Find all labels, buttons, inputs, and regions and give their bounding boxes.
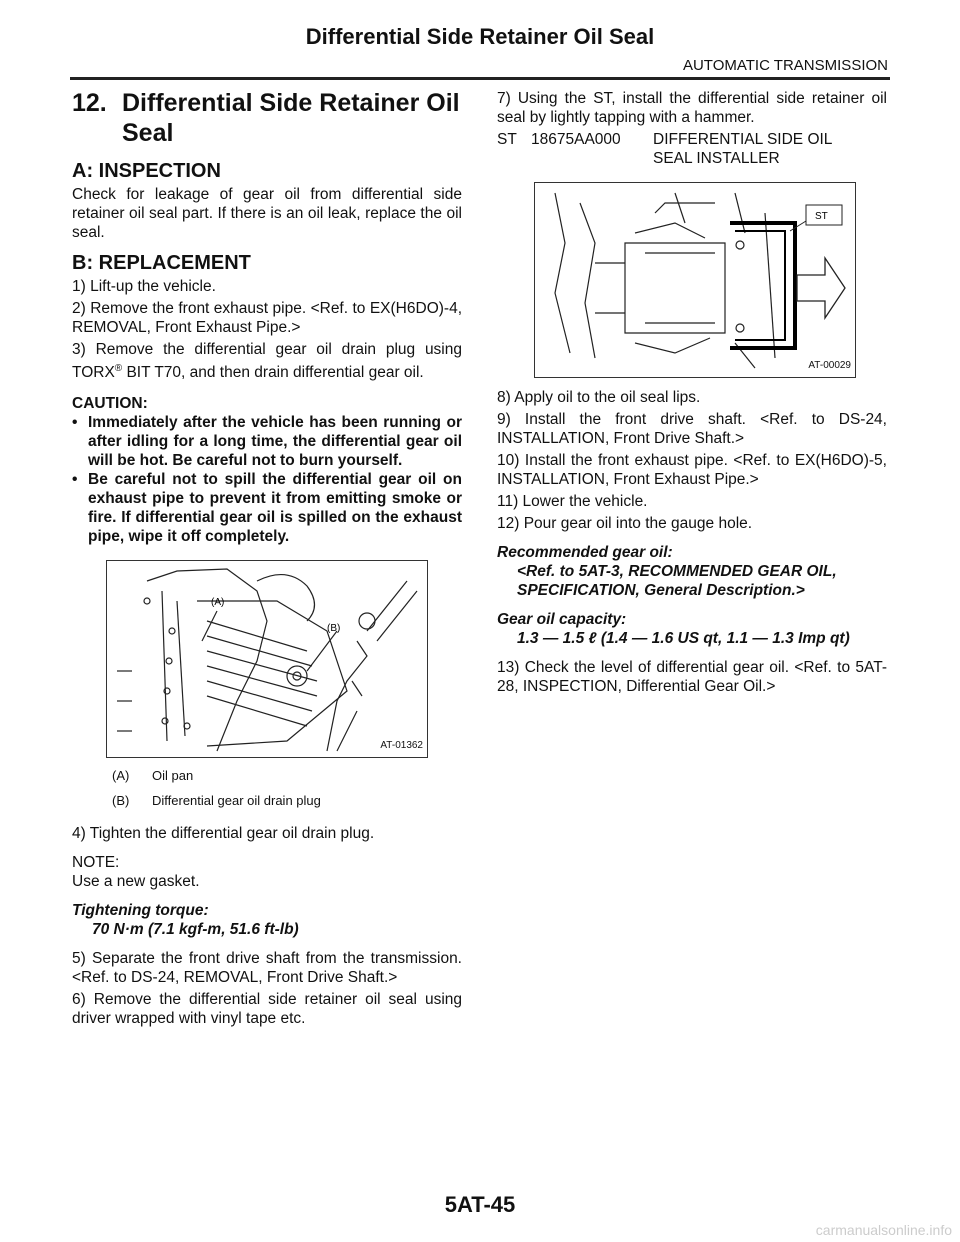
figure-code: AT-01362: [380, 740, 423, 752]
step-4: 4) Tighten the differential gear oil drain plug.: [72, 825, 375, 843]
legend-row: [112, 791, 462, 810]
caution-item: [72, 413, 462, 470]
replacement-heading: B: REPLACEMENT: [72, 252, 251, 274]
step-1: 1) Lift-up the vehicle.: [72, 278, 216, 295]
note-title: NOTE:: [72, 854, 120, 872]
callout-st: ST: [815, 211, 828, 222]
registered-mark: ®: [114, 363, 123, 374]
note-text: Use a new gasket.: [72, 873, 200, 891]
step-13: 13) Check the level of differential gear oil. <Ref. to 5AT-28, INSPECTION, Differential Gear Oil.>: [497, 659, 887, 695]
torque-title: Tightening torque:: [72, 902, 209, 920]
legend-row: [112, 766, 462, 785]
capacity-value: 1.3 — 1.5 ℓ (1.4 — 1.6 US qt, 1.1 — 1.3 Imp qt): [517, 630, 850, 647]
step-3-text-a: 3) Remove the differential gear oil drain plug using TORX: [72, 341, 462, 382]
figure-seal-installer: [534, 182, 856, 378]
st-label: ST: [497, 131, 517, 148]
bullet: •: [72, 471, 78, 489]
bullet: •: [72, 414, 78, 432]
caution-title: CAUTION:: [72, 395, 148, 413]
legend-text: Oil pan: [152, 768, 194, 784]
step-9: 9) Install the front drive shaft. <Ref. to DS-24, INSTALLATION, Front Drive Shaft.>: [497, 411, 887, 447]
legend-key: (B): [112, 793, 130, 809]
legend-text: Differential gear oil drain plug: [152, 793, 321, 809]
callout-a: (A): [211, 597, 225, 609]
figure-oil-pan: [106, 560, 428, 758]
seal-installer-illustration: [535, 183, 855, 377]
oil-pan-illustration: [107, 561, 427, 757]
figure-code: AT-00029: [808, 360, 851, 371]
step-8: 8) Apply oil to the oil seal lips.: [497, 389, 701, 406]
step-5: 5) Separate the front drive shaft from the transmission. <Ref. to DS-24, REMOVAL, Front Drive Shaft.>: [72, 950, 462, 987]
recommended-oil-title: Recommended gear oil:: [497, 544, 673, 561]
step-7: 7) Using the ST, install the differential side retainer oil seal by lightly tapping with a hammer.: [497, 90, 887, 126]
header-divider: [70, 77, 890, 80]
callout-b: (B): [327, 623, 341, 635]
caution-item: [72, 470, 462, 546]
st-number: 18675AA000: [531, 131, 621, 148]
chapter-title: AUTOMATIC TRANSMISSION: [682, 57, 888, 74]
caution-text: Be careful not to spill the differential gear oil on exhaust pipe to prevent it from emitting smoke or fire. If differential gear oil is spilled on the exhaust pipe, wipe it off completely.: [88, 471, 462, 546]
step-3: [72, 340, 462, 382]
inspection-text: Check for leakage of gear oil from differential side retainer oil seal part. If there is an oil leak, replace the oil seal.: [72, 186, 462, 241]
section-number: 12.: [72, 89, 107, 117]
figure-legend: [112, 766, 462, 810]
legend-key: (A): [112, 768, 130, 784]
section-heading: [72, 88, 462, 148]
st-name: DIFFERENTIAL SIDE OIL SEAL INSTALLER: [653, 131, 832, 167]
capacity-title: Gear oil capacity:: [497, 611, 627, 628]
right-column: [497, 89, 887, 699]
left-column: [72, 86, 462, 1031]
step-3-text-b: BIT T70, and then drain differential gear oil.: [122, 364, 424, 382]
step-10: 10) Install the front exhaust pipe. <Ref. to EX(H6DO)-5, INSTALLATION, Front Exhaust Pipe.>: [497, 452, 887, 488]
watermark: carmanualsonline.info: [815, 1222, 952, 1238]
step-11: 11) Lower the vehicle.: [497, 493, 648, 510]
step-2: 2) Remove the front exhaust pipe. <Ref. to EX(H6DO)-4, REMOVAL, Front Exhaust Pipe.>: [72, 300, 462, 336]
caution-text: Immediately after the vehicle has been running or after idling for a long time, the differential gear oil will be hot. Be careful not to burn yourself.: [88, 414, 462, 470]
page-title: Differential Side Retainer Oil Seal: [305, 24, 655, 49]
special-tool-row: [497, 130, 887, 168]
section-title: Differential Side Retainer Oil Seal: [122, 89, 460, 147]
step-6: 6) Remove the differential side retainer oil seal using driver wrapped with vinyl tape etc.: [72, 991, 462, 1028]
step-12: 12) Pour gear oil into the gauge hole.: [497, 515, 753, 532]
recommended-oil-ref: <Ref. to 5AT-3, RECOMMENDED GEAR OIL, SPECIFICATION, General Description.>: [517, 563, 837, 599]
inspection-heading: A: INSPECTION: [72, 160, 221, 182]
torque-value: 70 N·m (7.1 kgf-m, 51.6 ft-lb): [92, 921, 299, 939]
page-number: 5AT-45: [444, 1192, 516, 1217]
